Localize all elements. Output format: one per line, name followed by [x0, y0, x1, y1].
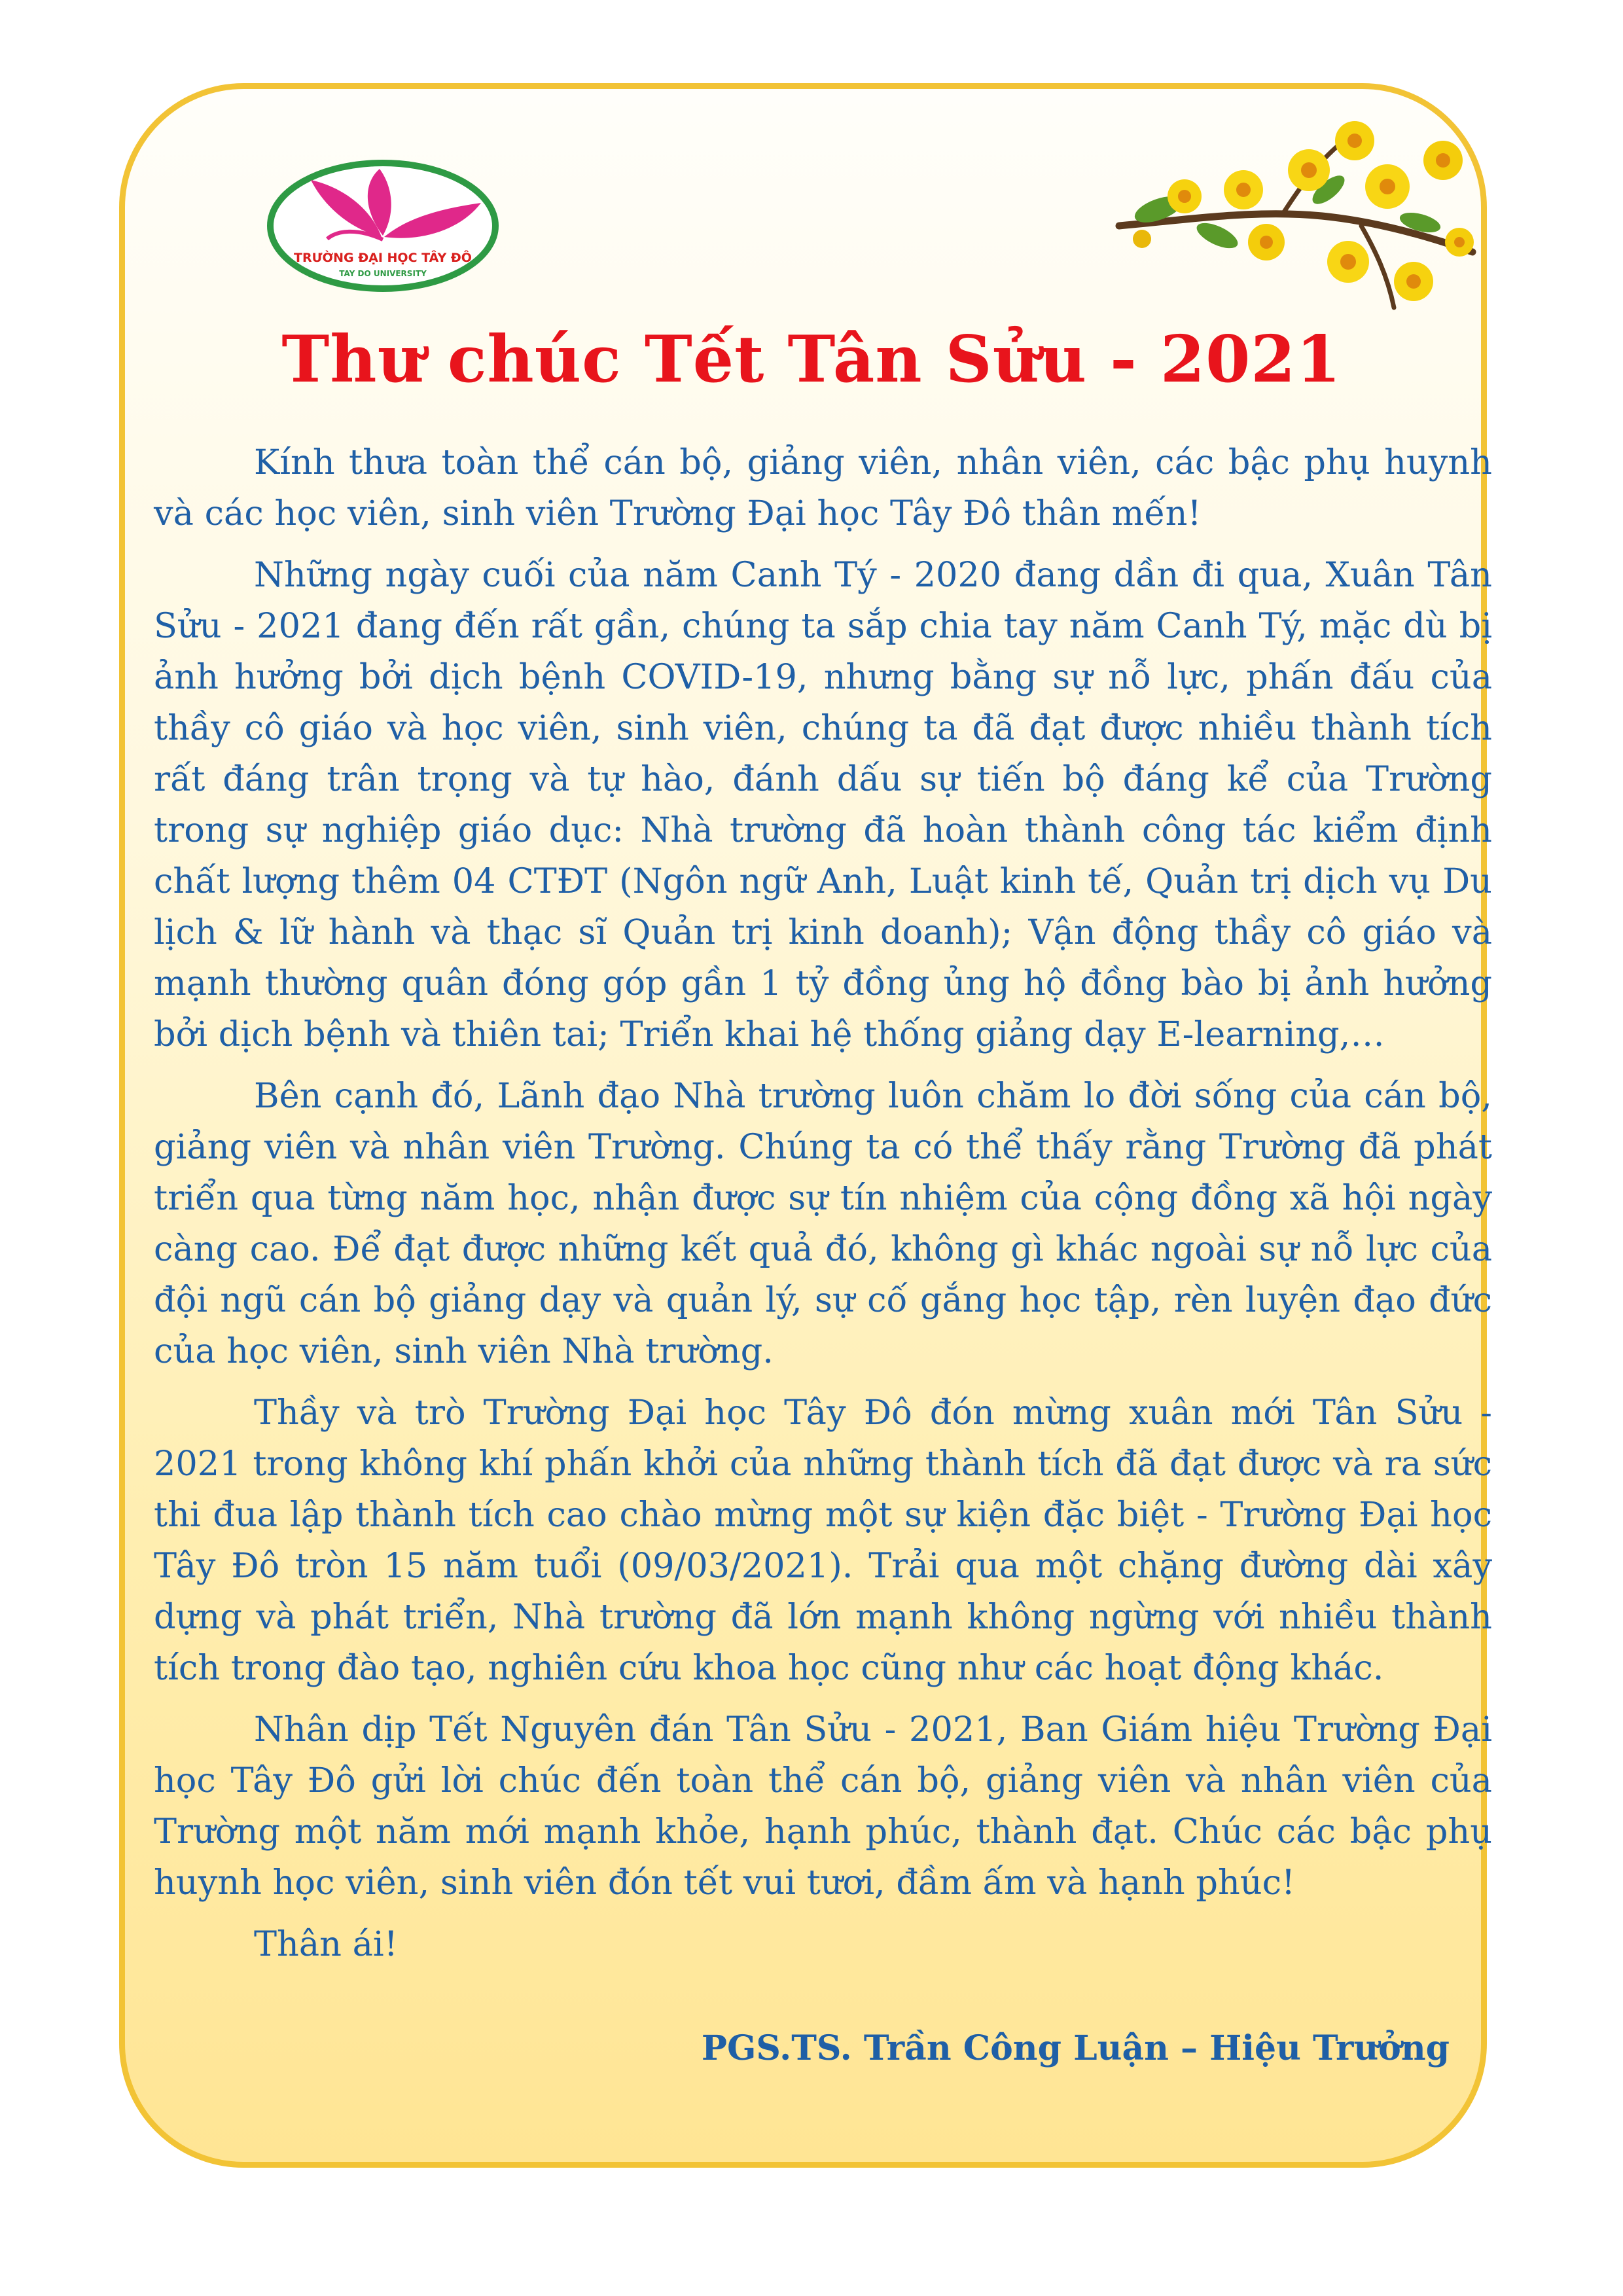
flower	[1423, 141, 1463, 180]
paragraph-achievements: Những ngày cuối của năm Canh Tý - 2020 đang dần đi qua, Xuân Tân Sửu - 2021 đang đến rất gần, chúng ta sắp chia tay năm Canh Tý, mặc dù bị ảnh hưởng bởi dịch bệnh COVID-19, nhưng bằng sự nỗ lực, phấn đấu của thầy cô giáo và học viên, sinh viên, chúng ta đã đạt được nhiều thành tích rất đáng trân trọng và tự hào, đánh dấu sự tiến bộ đáng kể của Trường trong sự nghiệp giáo dục: Nhà trường đã hoàn thành công tác kiểm định chất lượng thêm 04 CTĐT (Ngôn ngữ Anh, Luật kinh tế, Quản trị dịch vụ Du lịch & lữ hành và thạc sĩ Quản trị kinh doanh); Vận động thầy cô giáo và mạnh thường quân đóng góp gần 1 tỷ đồng ủng hộ đồng bào bị ảnh hưởng bởi dịch bệnh và thiên tai; Triển khai hệ thống giảng dạy E-learning,…	[154, 555, 1492, 1054]
paragraph-leadership: Bên cạnh đó, Lãnh đạo Nhà trường luôn chăm lo đời sống của cán bộ, giảng viên và nhân viên Trường. Chúng ta có thể thấy rằng Trường đã phát triển qua từng năm học, nhận được sự tín nhiệm của cộng đồng xã hội ngày càng cao. Để đạt được những kết quả đó, không gì khác ngoài sự nỗ lực của đội ngũ cán bộ giảng dạy và quản lý, sự cố gắng học tập, rèn luyện đạo đức của học viên, sinh viên Nhà trường.	[154, 1076, 1492, 1371]
flower	[1168, 179, 1202, 213]
flower	[1394, 262, 1433, 301]
university-logo	[265, 157, 501, 295]
logo-text-en: TAY DO UNIVERSITY	[339, 269, 427, 278]
flower	[1288, 149, 1330, 191]
paragraph-anniversary: Thầy và trò Trường Đại học Tây Đô đón mừng xuân mới Tân Sửu - 2021 trong không khí phấn khởi của những thành tích đã đạt được và ra sức thi đua lập thành tích cao chào mừng một sự kiện đặc biệt - Trường Đại học Tây Đô tròn 15 năm tuổi (09/03/2021). Trải qua một chặng đường dài xây dựng và phát triển, Nhà trường đã lớn mạnh không ngừng với nhiều thành tích trong đào tạo, nghiên cứu khoa học cũng như các hoạt động khác.	[154, 1393, 1492, 1688]
apricot-blossom-branch	[1113, 111, 1479, 327]
flower-bud	[1133, 230, 1151, 248]
flower	[1445, 228, 1474, 257]
paragraph-wishes: Nhân dịp Tết Nguyên đán Tân Sửu - 2021, Ban Giám hiệu Trường Đại học Tây Đô gửi lời chúc đến toàn thể cán bộ, giảng viên và nhân viên của Trường một năm mới mạnh khỏe, hạnh phúc, thành đạt. Chúc các bậc phụ huynh học viên, sinh viên đón tết vui tươi, đầm ấm và hạnh phúc!	[154, 1710, 1492, 1903]
letter-title: Thư chúc Tết Tân Sửu - 2021	[281, 322, 1342, 397]
paragraph-greeting: Kính thưa toàn thể cán bộ, giảng viên, nhân viên, các bậc phụ huynh và các học viên, sinh viên Trường Đại học Tây Đô thân mến!	[154, 442, 1492, 533]
flower	[1224, 170, 1263, 209]
flower	[1335, 121, 1374, 160]
paragraph-closing: Thân ái!	[254, 1924, 398, 1964]
flower	[1248, 224, 1285, 260]
flower	[1327, 241, 1369, 283]
letter-body	[154, 437, 1492, 1981]
logo-text-vi: TRƯỜNG ĐẠI HỌC TÂY ĐÔ	[294, 251, 472, 265]
signature: PGS.TS. Trần Công Luận – Hiệu Trưởng	[701, 2028, 1450, 2068]
flower	[1365, 164, 1410, 209]
